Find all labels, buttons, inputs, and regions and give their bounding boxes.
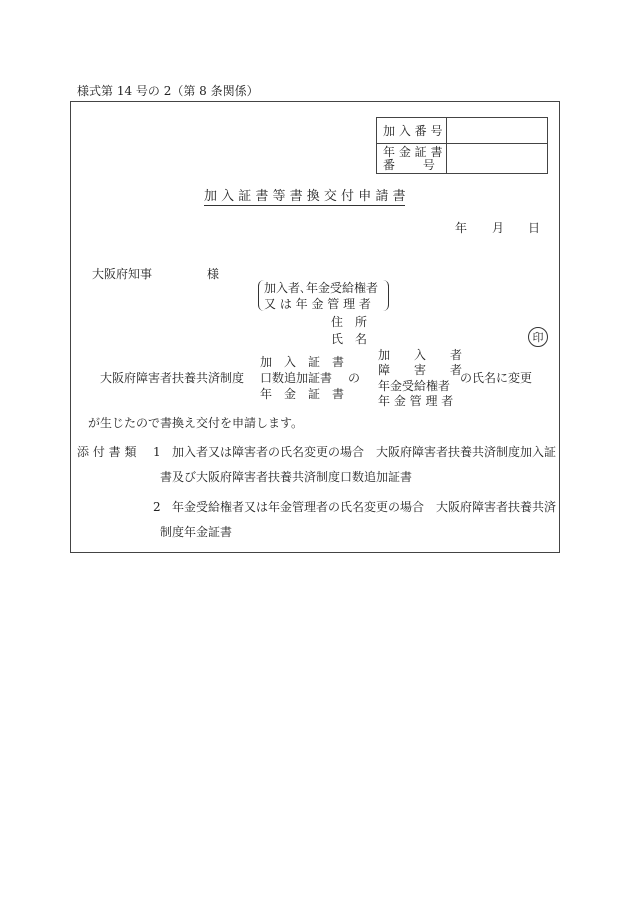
date-month: 月 [492,221,505,235]
pension-cert-label-line-2: 番 号 [383,157,435,172]
person-option-enrollee: 加 入 者 [378,348,463,362]
attachments-label: 添 付 書 類 [77,445,137,459]
person-option-pension-recipient: 年金受給権者 [378,379,451,393]
document-title: 加 入 証 書 等 書 換 交 付 申 請 書 [204,189,406,204]
attachment-1-line-1: 加入者又は障害者の氏名変更の場合 大阪府障害者扶養共済制度加入証 [172,445,557,459]
attachment-2-number: 2 [153,500,161,514]
attachment-2-line-2: 制度年金証書 [160,525,233,539]
applicant-role-line-2: 又 は 年 金 管 理 者 [264,297,371,311]
name-label: 氏 名 [331,332,368,346]
name-change-suffix: の氏名に変更 [460,371,533,385]
addressee-honorific: 様 [207,267,220,281]
person-option-pension-manager: 年 金 管 理 者 [378,394,454,408]
form-id: 様式第 14 号の 2（第 8 条関係） [77,84,259,98]
particle-no: の [348,371,361,385]
system-name: 大阪府障害者扶養共済制度 [100,371,245,385]
attachment-2-line-1: 年金受給権者又は年金管理者の氏名変更の場合 大阪府障害者扶養共済 [172,500,557,514]
pension-cert-number-field[interactable] [447,144,548,174]
number-table [376,117,548,174]
addressee-name: 大阪府知事 [92,267,153,281]
attachment-1-line-2: 書及び大阪府障害者扶養共済制度口数追加証書 [160,470,413,484]
seal-mark: 印 [528,327,548,347]
cert-option-enrollment: 加 入 証 書 [260,355,345,369]
date-day: 日 [528,221,541,235]
enrollment-number-field[interactable] [447,118,548,144]
attachment-1-number: 1 [153,445,161,459]
address-label: 住 所 [331,315,368,329]
cert-option-additional-units: 口数追加証書 [260,371,333,385]
pension-cert-number-label [377,144,447,174]
closing-sentence: が生じたので書換え交付を申請します。 [88,416,304,430]
enrollment-number-label: 加 入 番 号 [377,118,447,144]
pension-cert-label-line-1: 年 金 証 書 [383,144,443,159]
date-year: 年 [455,221,468,235]
person-option-disabled-person: 障 害 者 [378,363,463,377]
applicant-role-line-1: 加入者､年金受給権者 [264,281,379,295]
cert-option-pension: 年 金 証 書 [260,387,345,401]
